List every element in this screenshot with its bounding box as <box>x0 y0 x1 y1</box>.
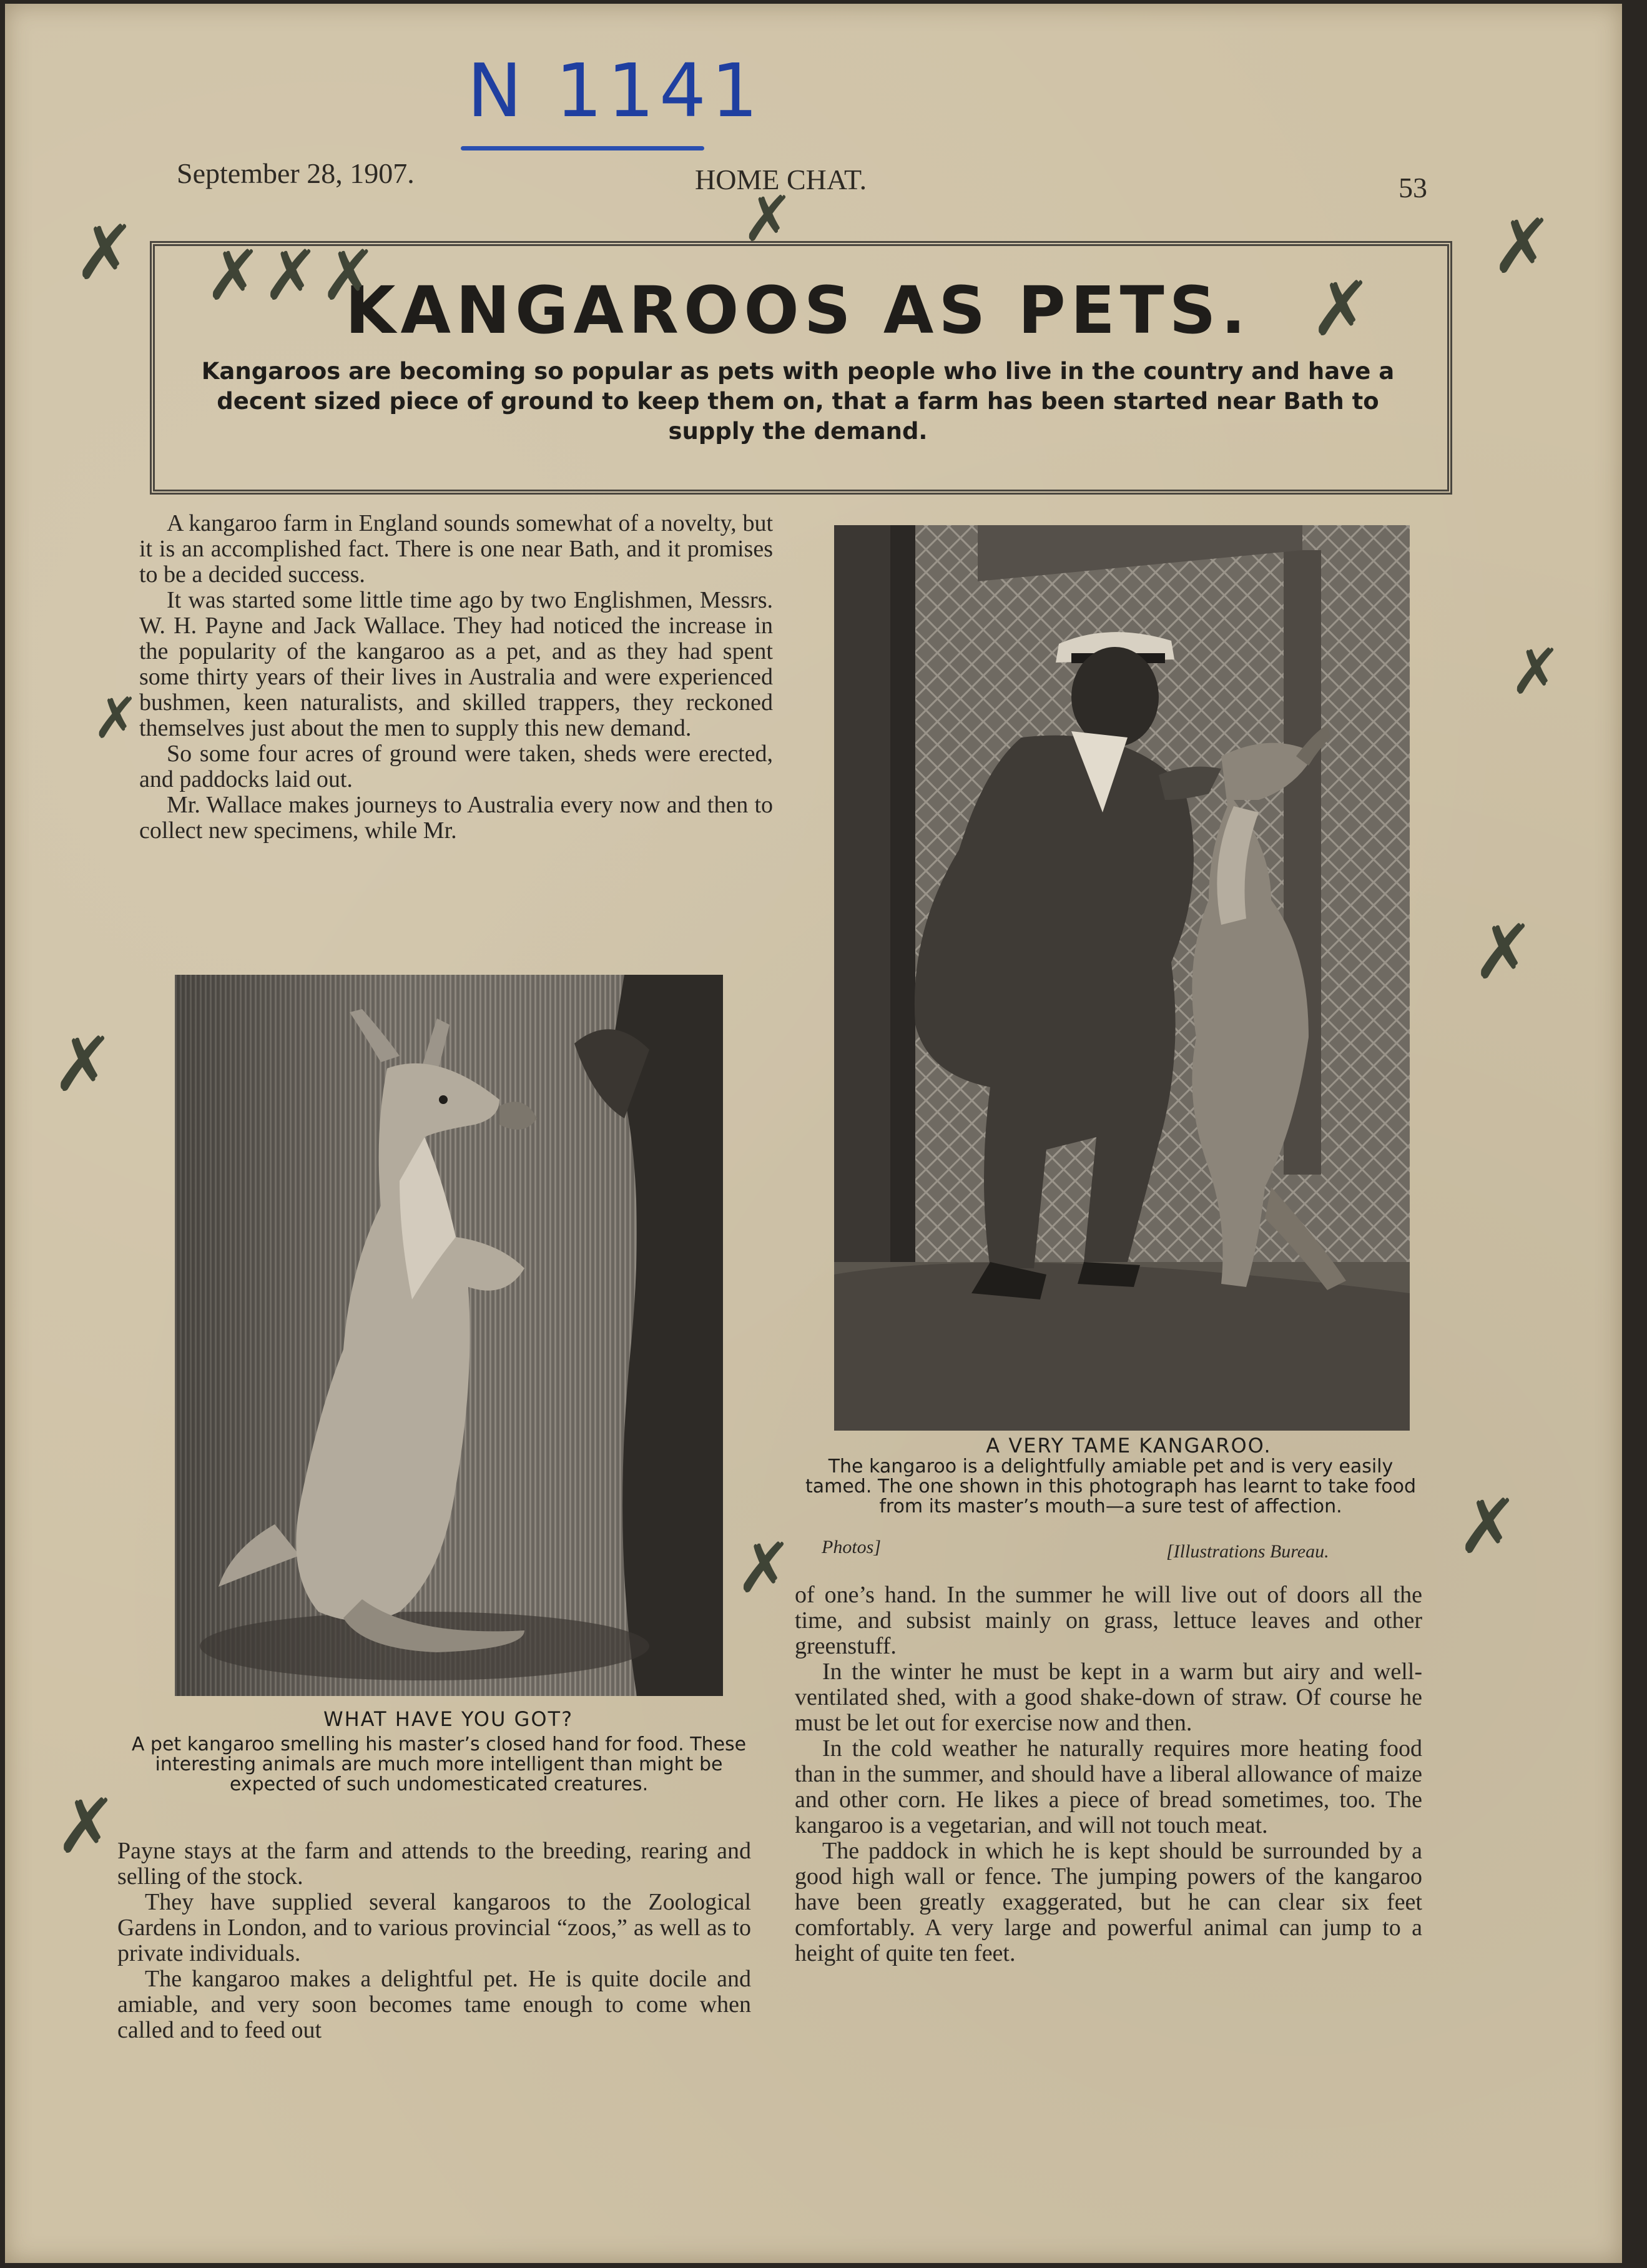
pencil-cross-mark: ✗ <box>92 686 140 751</box>
pencil-cross-mark: ✗ <box>735 1528 794 1608</box>
paragraph: They have supplied several kangaroos to the Zoological Gardens in London, and to various provincial “zoos,” as well as to private individuals. <box>117 1889 751 1966</box>
photo-credit-left: Photos] <box>822 1537 882 1557</box>
paragraph: The paddock in which he is kept should be surrounded by a good high wall or fence. The jumping powers of the kangaroo have been greatly exaggerated, but he can clear six feet comfortably. A very large and powerful animal can jump to a height of quite ten feet. <box>795 1838 1422 1966</box>
right-photo-heading: A VERY TAME KANGAROO. <box>986 1434 1272 1457</box>
paragraph: Payne stays at the farm and attends to the breeding, rearing and selling of the stock. <box>117 1838 751 1890</box>
handwritten-catalog-number: N 1141 <box>467 47 764 134</box>
pencil-cross-mark: ✗ <box>742 182 794 255</box>
page-number: 53 <box>1399 172 1427 204</box>
pencil-cross-mark: ✗ <box>1472 909 1535 996</box>
photo-credit-right: [Illustrations Bureau. <box>1166 1541 1329 1562</box>
pencil-cross-mark: ✗ <box>1510 635 1562 708</box>
photo-tame-kangaroo <box>834 525 1410 1431</box>
right-photo-caption: The kangaroo is a delightfully amiable pet and is very easily tamed. The one shown in this photograph has learnt to take food from its master’s mouth—a sure test of affection. <box>805 1456 1417 1517</box>
pen-underline <box>461 146 704 150</box>
paragraph: A kangaroo farm in England sounds somewhat of a novelty, but it is an accomplished fact. There is one near Bath, and it promises to be a decided success. <box>139 510 773 588</box>
publication-name: HOME CHAT. <box>695 164 867 195</box>
issue-date: September 28, 1907. <box>177 157 415 189</box>
pencil-cross-mark: ✗ <box>1457 1484 1520 1570</box>
pencil-cross-mark: ✗ <box>52 1022 115 1108</box>
column1-bottom-text <box>117 1838 751 2043</box>
article-title: KANGAROOS AS PETS. <box>345 272 1251 348</box>
left-photo-caption: A pet kangaroo smelling his master’s closed hand for food. These interesting animals are much more intelligent than might be expected of such undomesticated creatures. <box>131 1733 747 1795</box>
photo-kangaroo-smelling-hand-image <box>175 975 723 1696</box>
paragraph: of one’s hand. In the summer he will live out of doors all the time, and subsist mainly on grass, lettuce leaves and other greenstuff. <box>795 1582 1422 1659</box>
pencil-cross-mark: ✗✗✗ <box>205 235 378 315</box>
paragraph: So some four acres of ground were taken, sheds were erected, and paddocks laid out. <box>139 741 773 792</box>
paragraph: The kangaroo makes a delightful pet. He is quite docile and amiable, and very soon becomes tame enough to come when called and to feed out <box>117 1966 751 2043</box>
paragraph: In the winter he must be kept in a warm but airy and well-ventilated shed, with a good shake-down of straw. Of course he must be let out for exercise now and then. <box>795 1659 1422 1736</box>
pencil-cross-mark: ✗ <box>55 1783 118 1870</box>
paragraph: In the cold weather he naturally requires more heating food than in the summer, and should have a liberal allowance of maize and other corn. He likes a piece of bread sometimes, too. The kangaroo is a vegetarian, and will not touch meat. <box>795 1735 1422 1838</box>
column1-top-text <box>139 511 773 844</box>
article-intro: Kangaroos are becoming so popular as pets with people who live in the country and have a decent sized piece of ground to keep them on, that a farm has been started near Bath to supply the demand. <box>201 358 1395 445</box>
pencil-cross-mark: ✗ <box>74 210 137 297</box>
left-photo-heading: WHAT HAVE YOU GOT? <box>323 1707 574 1731</box>
photo-tame-kangaroo-image <box>834 525 1410 1431</box>
pencil-cross-mark: ✗ <box>1491 204 1554 290</box>
magazine-page <box>5 4 1622 2263</box>
column2-bottom-text <box>795 1582 1422 1966</box>
photo-kangaroo-smelling-hand <box>175 975 723 1696</box>
paragraph: Mr. Wallace makes journeys to Australia every now and then to collect new specimens, while Mr. <box>139 792 773 844</box>
paragraph: It was started some little time ago by two Englishmen, Messrs. W. H. Payne and Jack Wallace. They had noticed the increase in the popularity of the kangaroo as a pet, and as they had spent some thirty years of their lives in Australia and were experienced bushmen, keen naturalists, and skilled trappers, they reckoned themselves just about the men to supply this new demand. <box>139 587 773 741</box>
pencil-cross-mark: ✗ <box>1310 266 1373 353</box>
